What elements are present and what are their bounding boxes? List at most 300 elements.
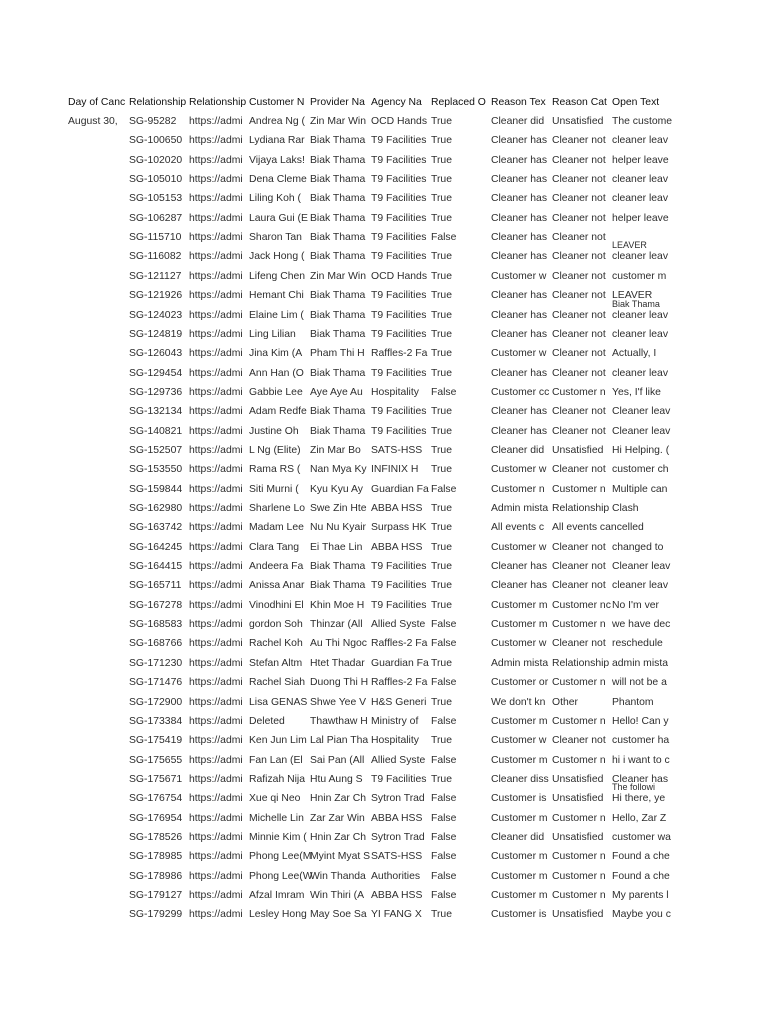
cell-reason-text: Cleaner has <box>491 561 548 573</box>
cell-relationship-link: https://admi <box>189 348 243 360</box>
cell-customer-name: Anissa Anar <box>249 580 305 592</box>
cell-agency-name: Guardian Fa <box>371 657 429 669</box>
cell-customer-name: Rachel Siah <box>249 677 306 689</box>
cell-provider-name: Biak Thama <box>310 154 366 166</box>
cell-relationship-id: SG-105010 <box>129 174 183 186</box>
cell-open-text: we have dec <box>612 619 671 631</box>
cell-reason-category: Unsatisfied <box>552 909 604 921</box>
cell-relationship-id: SG-153550 <box>129 464 183 476</box>
cell-reason-text: Cleaner did <box>491 444 545 456</box>
cell-provider-name: Win Thiri (A <box>310 890 365 901</box>
cell-provider-name: Zin Mar Win <box>310 270 366 282</box>
cell-relationship-id: SG-176954 <box>129 812 183 824</box>
cell-agency-name: SATS-HSS <box>371 444 423 456</box>
cell-customer-name: Jina Kim (A <box>249 348 303 360</box>
cell-provider-name: Swe Zin Hte <box>310 503 367 514</box>
table-row <box>0 267 768 286</box>
header-reason-text: Reason Tex <box>491 97 546 108</box>
cell-provider-name: Zin Mar Win <box>310 116 366 127</box>
cell-provider-name: Biak Thama <box>310 309 366 321</box>
table-row <box>0 383 768 402</box>
cell-replaced: True <box>431 270 452 282</box>
cell-day <box>68 634 128 653</box>
cell-replaced: True <box>431 561 452 573</box>
cell-relationship-id: SG-121926 <box>129 290 183 302</box>
cell-provider-name: Nu Nu Kyair <box>310 522 367 534</box>
cell-provider-name: Zar Zar Win <box>310 812 365 824</box>
table-row <box>0 557 768 576</box>
cell-reason-text: Cleaner has <box>491 232 548 244</box>
header-row <box>0 93 768 112</box>
cell-replaced: False <box>431 386 457 398</box>
cell-replaced: False <box>431 793 457 805</box>
cell-relationship-id: SG-178985 <box>129 851 183 863</box>
cell-reason-text: Customer cc <box>491 386 550 398</box>
cell-relationship-id: SG-175671 <box>129 773 183 785</box>
cell-reason-category: Cleaner not <box>552 193 606 205</box>
cell-provider-name: Biak Thama <box>310 580 366 592</box>
cell-relationship-link: https://admi <box>189 599 243 611</box>
cell-relationship-link: https://admi <box>189 232 243 244</box>
cell-replaced: False <box>431 638 457 650</box>
cell-open-text: hi i want to c <box>612 754 670 766</box>
cell-reason-text: Cleaner did <box>491 116 545 127</box>
cell-provider-name: Biak Thama <box>310 174 366 186</box>
cell-replaced: True <box>431 348 452 360</box>
header-reason-category: Reason Cat <box>552 97 607 108</box>
cell-customer-name: Xue qi Neo <box>249 793 301 805</box>
cell-open-text: customer m <box>612 270 667 282</box>
cell-agency-name: T9 Facilities <box>371 599 427 611</box>
cell-relationship-link: https://admi <box>189 464 243 476</box>
table-row <box>0 693 768 712</box>
cell-replaced: True <box>431 580 452 592</box>
cell-provider-name: Shwe Yee V <box>310 696 367 708</box>
cell-relationship-id: SG-168766 <box>129 638 183 650</box>
cell-day <box>68 828 128 847</box>
cell-relationship-link: https://admi <box>189 309 243 321</box>
cell-open-text: The custome <box>612 116 673 127</box>
table-row <box>0 847 768 866</box>
header-provider-name: Provider Na <box>310 97 365 108</box>
cell-provider-name: Kyu Kyu Ay <box>310 483 363 495</box>
cell-replaced: False <box>431 715 457 727</box>
table-row <box>0 441 768 460</box>
table-row <box>0 499 768 518</box>
cell-open-text: cleaner leav <box>612 193 669 205</box>
cell-provider-name: Khin Moe H <box>310 599 365 611</box>
cell-replaced: False <box>431 870 457 882</box>
cell-open-text: customer ha <box>612 735 670 747</box>
cell-day <box>68 770 128 789</box>
cell-relationship-id: SG-124023 <box>129 309 183 321</box>
cell-provider-name: May Soe Sa <box>310 909 367 921</box>
cell-relationship-link: https://admi <box>189 116 243 127</box>
cell-day <box>68 596 128 615</box>
cell-agency-name: OCD Hands <box>371 116 428 127</box>
cell-provider-name: Biak Thama <box>310 290 366 302</box>
cell-agency-name: T9 Facilities <box>371 406 427 418</box>
cell-reason-category: Cleaner not <box>552 135 606 147</box>
cell-reason-text: Customer m <box>491 754 548 766</box>
cell-reason-category: Cleaner not <box>552 174 606 186</box>
cell-provider-name: Pham Thi H <box>310 348 365 360</box>
cell-reason-text: Admin mista <box>491 657 549 669</box>
cell-open-text: cleaner leav <box>612 309 669 321</box>
cell-reason-category: Cleaner not <box>552 464 606 476</box>
cell-relationship-id: SG-178986 <box>129 870 183 882</box>
cell-replaced: True <box>431 116 452 127</box>
table-row <box>0 576 768 595</box>
cell-relationship-link: https://admi <box>189 831 243 843</box>
cell-relationship-id: SG-140821 <box>129 425 183 437</box>
cell-customer-name: Adam Redfe <box>249 406 307 418</box>
cell-replaced: False <box>431 890 457 901</box>
cell-day <box>68 131 128 150</box>
cell-reason-category: Other <box>552 696 578 708</box>
cell-relationship-id: SG-171230 <box>129 657 183 669</box>
cell-provider-name: Htu Aung S <box>310 773 363 785</box>
cell-open-text: cleaner leav <box>612 251 669 263</box>
cell-relationship-id: SG-159844 <box>129 483 183 495</box>
table-row <box>0 596 768 615</box>
cell-relationship-link: https://admi <box>189 619 243 631</box>
cell-reason-text: Cleaner has <box>491 406 548 418</box>
cell-customer-name: Rafizah Nija <box>249 773 306 785</box>
cell-customer-name: Ken Jun Lim <box>249 735 307 747</box>
table-row <box>0 364 768 383</box>
cell-day <box>68 170 128 189</box>
cell-day <box>68 422 128 441</box>
cell-agency-name: ABBA HSS <box>371 541 423 553</box>
cell-open-text: helper leave <box>612 154 669 166</box>
table-row <box>0 654 768 673</box>
cell-provider-name: Biak Thama <box>310 232 366 244</box>
table-row <box>0 751 768 770</box>
table-row <box>0 460 768 479</box>
cell-replaced: False <box>431 677 457 689</box>
cell-open-text: reschedule <box>612 638 663 650</box>
cell-customer-name: Elaine Lim ( <box>249 309 304 321</box>
cell-relationship-link: https://admi <box>189 406 243 418</box>
cell-reason-category: Cleaner not <box>552 580 606 592</box>
header-day-of-cancellation: Day of Canc <box>68 97 126 108</box>
cell-reason-category: Customer n <box>552 812 606 824</box>
cell-provider-name: Lal Pian Tha <box>310 735 369 747</box>
cell-day <box>68 615 128 634</box>
cell-open-text: Found a che <box>612 851 670 863</box>
cell-open-text: Cleaner leav <box>612 561 671 573</box>
table-row <box>0 247 768 266</box>
cell-agency-name: INFINIX H <box>371 464 419 476</box>
cell-reason-category: Customer n <box>552 890 606 901</box>
cell-reason-text: Cleaner did <box>491 831 545 843</box>
cell-open-text: Found a che <box>612 870 670 882</box>
cell-agency-name: Surpass HK <box>371 522 427 534</box>
cell-relationship-id: SG-121127 <box>129 270 182 282</box>
cell-relationship-link: https://admi <box>189 425 243 437</box>
cell-day <box>68 751 128 770</box>
cell-relationship-link: https://admi <box>189 715 243 727</box>
cell-day <box>68 286 128 305</box>
table-row <box>0 712 768 731</box>
cell-open-text: Maybe you c <box>612 909 671 921</box>
cell-customer-name: Hemant Chi <box>249 290 304 302</box>
cell-agency-name: OCD Hands <box>371 270 428 282</box>
cell-customer-name: Madam Lee <box>249 522 304 534</box>
cell-reason-text: Customer w <box>491 638 547 650</box>
cell-open-text: Cleaner leav <box>612 406 671 418</box>
cell-reason-text: Customer w <box>491 464 547 476</box>
cell-open-text: Hi Helping. ( <box>612 444 670 456</box>
cell-reason-category: Customer n <box>552 754 606 766</box>
cell-agency-name: Raffles-2 Fa <box>371 638 428 650</box>
cell-customer-name: Sharon Tan <box>249 232 302 244</box>
cell-day <box>68 228 128 247</box>
table-row <box>0 344 768 363</box>
table-row <box>0 151 768 170</box>
cell-reason-category: Customer n <box>552 870 606 882</box>
cell-relationship-id: SG-172900 <box>129 696 183 708</box>
cell-day <box>68 247 128 266</box>
cell-agency-name: T9 Facilities <box>371 561 427 573</box>
cell-relationship-link: https://admi <box>189 561 243 573</box>
cell-relationship-link: https://admi <box>189 657 243 669</box>
cell-reason-category: Cleaner not <box>552 561 606 573</box>
cell-provider-name: Biak Thama <box>310 367 366 379</box>
cell-agency-name: T9 Facilities <box>371 328 427 340</box>
header-customer-name: Customer N <box>249 97 305 108</box>
table-row <box>0 480 768 499</box>
cell-reason-text: Cleaner has <box>491 290 548 302</box>
cell-day <box>68 267 128 286</box>
cell-relationship-link: https://admi <box>189 270 243 282</box>
cell-reason-category: Customer n <box>552 619 606 631</box>
cell-replaced: True <box>431 696 452 708</box>
cell-customer-name: Siti Murni ( <box>249 483 299 495</box>
cell-agency-name: Sytron Trad <box>371 831 425 843</box>
cell-relationship-id: SG-132134 <box>129 406 183 418</box>
cell-reason-text: All events c <box>491 522 545 534</box>
cell-open-text: customer ch <box>612 464 669 476</box>
cell-replaced: False <box>431 851 457 863</box>
cell-customer-name: Sharlene Lo <box>249 503 306 514</box>
cell-agency-name: Hospitality <box>371 386 419 398</box>
cell-day <box>68 499 128 518</box>
cell-replaced: True <box>431 522 452 534</box>
cell-open-text: Cleaner leav <box>612 425 671 437</box>
cell-replaced: True <box>431 735 452 747</box>
cell-open-text: Cleaner has <box>612 773 669 785</box>
cell-agency-name: Ministry of <box>371 715 419 727</box>
cell-day <box>68 847 128 866</box>
cell-day <box>68 344 128 363</box>
cell-reason-text: Customer m <box>491 870 548 882</box>
cell-relationship-id: SG-175655 <box>129 754 183 766</box>
cell-replaced: True <box>431 503 452 514</box>
cell-agency-name: Guardian Fa <box>371 483 429 495</box>
cell-reason-category: Cleaner not <box>552 735 606 747</box>
cell-day <box>68 576 128 595</box>
cell-agency-name: ABBA HSS <box>371 812 423 824</box>
cell-customer-name: Andrea Ng ( <box>249 116 306 127</box>
cell-open-text: will not be a <box>612 677 667 689</box>
cell-relationship-link: https://admi <box>189 212 243 224</box>
cell-reason-text: Cleaner has <box>491 580 548 592</box>
cell-relationship-id: SG-163742 <box>129 522 183 534</box>
cell-replaced: True <box>431 444 452 456</box>
cell-relationship-link: https://admi <box>189 735 243 747</box>
cell-customer-name: Clara Tang <box>249 541 300 553</box>
header-replaced: Replaced O <box>431 97 486 108</box>
cell-relationship-link: https://admi <box>189 909 243 921</box>
cell-relationship-link: https://admi <box>189 328 243 340</box>
cell-reason-category: Cleaner not <box>552 348 606 360</box>
cell-reason-text: Customer m <box>491 599 548 611</box>
cell-reason-category: Cleaner not <box>552 638 606 650</box>
cell-replaced: True <box>431 464 452 476</box>
cell-relationship-link: https://admi <box>189 503 243 514</box>
cell-relationship-id: SG-152507 <box>129 444 183 456</box>
cell-customer-name: Ling Lilian <box>249 328 296 340</box>
cell-provider-name: Nan Mya Ky <box>310 464 367 476</box>
cell-reason-text: Cleaner has <box>491 212 548 224</box>
cell-relationship-id: SG-129736 <box>129 386 183 398</box>
cell-reason-text: Customer n <box>491 483 545 495</box>
cell-reason-category: Customer n <box>552 851 606 863</box>
cell-customer-name: Ann Han (O <box>249 367 304 379</box>
header-relationship-id: Relationship <box>129 97 187 108</box>
cell-day <box>68 905 128 924</box>
cell-relationship-id: SG-129454 <box>129 367 183 379</box>
cell-relationship-id: SG-116082 <box>129 251 182 263</box>
cell-relationship-link: https://admi <box>189 580 243 592</box>
cell-relationship-link: https://admi <box>189 541 243 553</box>
cell-reason-category: Unsatisfied <box>552 793 604 805</box>
cell-relationship-id: SG-173384 <box>129 715 183 727</box>
table-row <box>0 809 768 828</box>
cell-day <box>68 789 128 808</box>
cell-relationship-id: SG-167278 <box>129 599 183 611</box>
cell-replaced: True <box>431 135 452 147</box>
cell-replaced: True <box>431 541 452 553</box>
cell-reason-category: Cleaner not <box>552 270 606 282</box>
cell-open-text: Hi there, ye <box>612 793 666 805</box>
cell-reason-text: Customer is <box>491 793 547 805</box>
cell-agency-name: Allied Syste <box>371 754 426 766</box>
table-row <box>0 189 768 208</box>
cell-agency-name: T9 Facilities <box>371 309 427 321</box>
cell-reason-text: Customer w <box>491 541 547 553</box>
cell-customer-name: Lifeng Chen <box>249 270 306 282</box>
cell-open-text: Actually, I <box>612 348 657 360</box>
cell-replaced: True <box>431 309 452 321</box>
cell-agency-name: T9 Facilities <box>371 367 427 379</box>
table-row <box>0 518 768 537</box>
cell-day <box>68 557 128 576</box>
cell-open-text: Hello! Can y <box>612 715 669 727</box>
cell-reason-text: Customer w <box>491 348 547 360</box>
cell-reason-category: Relationship <box>552 657 610 669</box>
cell-reason-text: Cleaner diss <box>491 773 549 785</box>
cell-relationship-id: SG-179127 <box>129 890 183 901</box>
cell-customer-name: L Ng (Elite) <box>249 444 301 456</box>
cell-provider-name: Sai Pan (All <box>310 754 365 766</box>
cell-replaced: False <box>431 619 457 631</box>
cell-replaced: True <box>431 154 452 166</box>
cell-relationship-id: SG-175419 <box>129 735 183 747</box>
cell-customer-name: Fan Lan (El <box>249 754 303 766</box>
cell-reason-category: Customer n <box>552 483 606 495</box>
cell-provider-name: Biak Thama <box>310 193 366 205</box>
cell-overflow-text: Biak Thama <box>612 298 660 309</box>
cell-relationship-id: SG-164245 <box>129 541 183 553</box>
cell-agency-name: Sytron Trad <box>371 793 425 805</box>
cell-open-text: LEAVER <box>612 290 653 302</box>
cell-customer-name: Stefan Altm <box>249 657 303 669</box>
table-row <box>0 615 768 634</box>
cell-reason-category: Customer n <box>552 677 606 689</box>
cell-day <box>68 809 128 828</box>
cell-customer-name: Afzal Imram <box>249 890 305 901</box>
cell-agency-name: T9 Facilities <box>371 251 427 263</box>
cell-replaced: True <box>431 406 452 418</box>
cell-reason-category: Cleaner not <box>552 212 606 224</box>
cell-replaced: True <box>431 657 452 669</box>
cell-relationship-link: https://admi <box>189 193 243 205</box>
cell-relationship-id: SG-162980 <box>129 503 183 514</box>
cell-agency-name: T9 Facilities <box>371 425 427 437</box>
cell-reason-category: All events cancelled <box>552 522 644 534</box>
cell-reason-text: Cleaner has <box>491 154 548 166</box>
cell-reason-text: Cleaner has <box>491 328 548 340</box>
cell-agency-name: T9 Facilities <box>371 773 427 785</box>
cell-relationship-id: SG-126043 <box>129 348 183 360</box>
table-row <box>0 325 768 344</box>
cell-provider-name: Ei Thae Lin <box>310 541 363 553</box>
cell-open-text: My parents l <box>612 890 669 901</box>
cell-reason-category: Cleaner not <box>552 367 606 379</box>
cell-open-text <box>612 518 672 537</box>
cell-replaced: True <box>431 909 452 921</box>
cell-reason-category: Unsatisfied <box>552 831 604 843</box>
cell-agency-name: Allied Syste <box>371 619 426 631</box>
cell-agency-name: T9 Facilities <box>371 290 427 302</box>
cell-relationship-id: SG-95282 <box>129 116 177 127</box>
cell-day <box>68 383 128 402</box>
cell-reason-text: Customer m <box>491 890 548 901</box>
cell-replaced: True <box>431 174 452 186</box>
cell-replaced: True <box>431 367 452 379</box>
cell-relationship-link: https://admi <box>189 754 243 766</box>
cell-day <box>68 364 128 383</box>
cell-reason-text: Customer m <box>491 715 548 727</box>
cell-relationship-id: SG-102020 <box>129 154 183 166</box>
cell-customer-name: Liling Koh ( <box>249 193 301 205</box>
cell-relationship-link: https://admi <box>189 444 243 456</box>
cell-reason-text: Customer m <box>491 812 548 824</box>
cell-agency-name: T9 Facilities <box>371 135 427 147</box>
cell-open-text: helper leave <box>612 212 669 224</box>
table-row <box>0 905 768 924</box>
cell-relationship-link: https://admi <box>189 251 243 263</box>
cell-day <box>68 712 128 731</box>
table-row <box>0 170 768 189</box>
cell-reason-category: Cleaner not <box>552 251 606 263</box>
cell-relationship-id: SG-124819 <box>129 328 183 340</box>
cell-customer-name: Deleted <box>249 715 285 727</box>
table-row <box>0 828 768 847</box>
